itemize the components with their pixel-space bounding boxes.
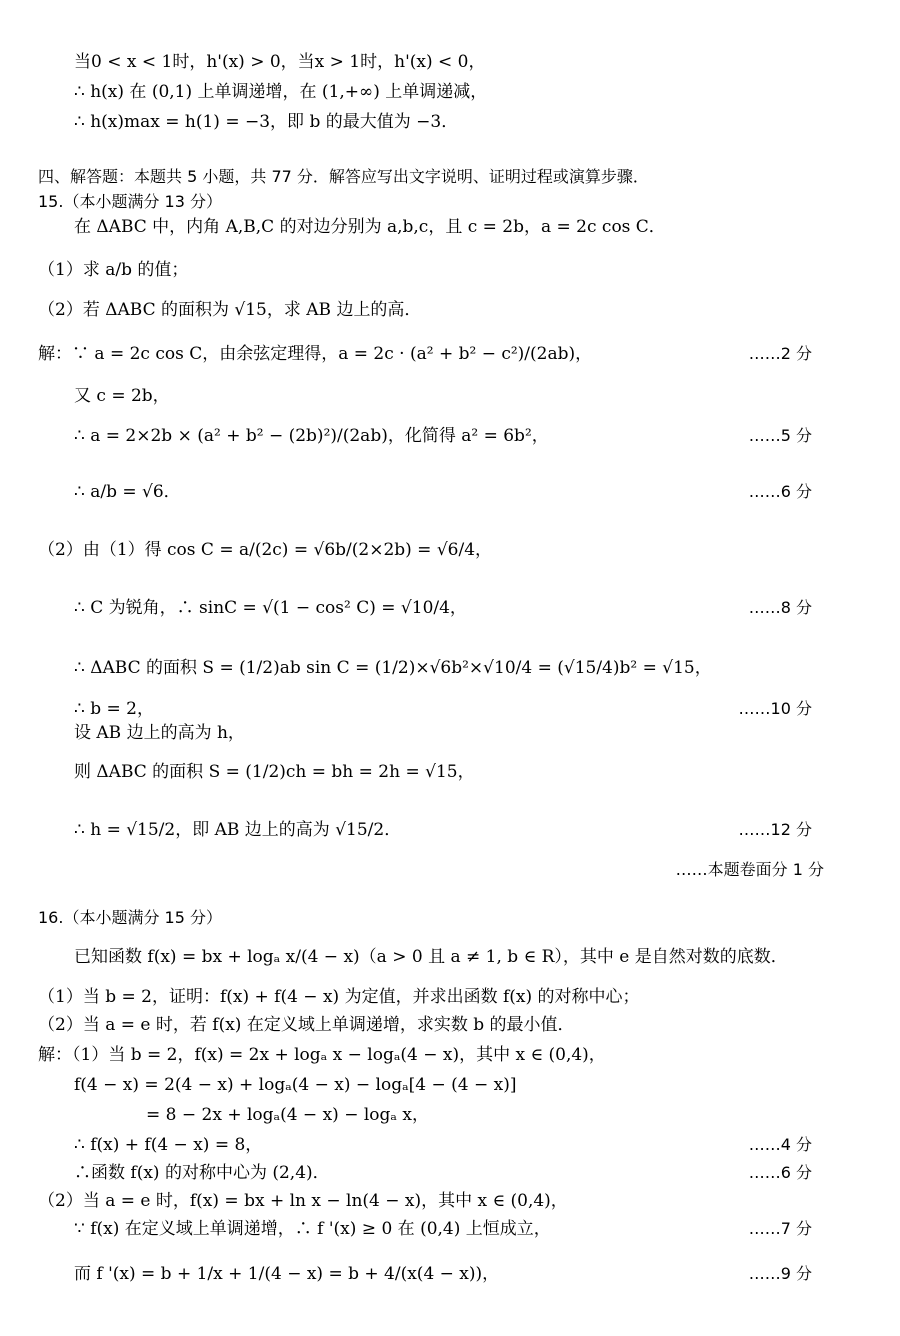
solution-line: 则 ΔABC 的面积 S = (1/2)ch = bh = 2h = √15， (74, 762, 475, 782)
solution-line: ∴函数 f(x) 的对称中心为 (2,4)． (74, 1163, 330, 1183)
problem-statement: 在 ΔABC 中，内角 A,B,C 的对边分别为 a,b,c，且 c = 2b，a = 2c cos C． (74, 217, 666, 237)
solution-line: ∴ a/b = √6． (74, 482, 181, 502)
solution-line: ∴ h = √15/2，即 AB 边上的高为 √15/2． (74, 820, 402, 840)
score-marker: ……5 分 (748, 426, 812, 445)
score-marker: ……6 分 (748, 482, 812, 501)
solution-line: （2）当 a = e 时，f(x) = bx + ln x − ln(4 − x)，其中 x ∈ (0,4)， (38, 1191, 568, 1211)
score-marker: ……本题卷面分 1 分 (675, 860, 824, 879)
score-marker: ……12 分 (738, 820, 812, 839)
solution-line: = 8 − 2x + logₐ(4 − x) − logₐ x， (146, 1105, 429, 1125)
solution-line: 设 AB 边上的高为 h， (74, 723, 245, 743)
solution-line: f(4 − x) = 2(4 − x) + logₐ(4 − x) − logₐ[4 − (4 − x)] (74, 1075, 517, 1095)
solution-line: ∴ f(x) + f(4 − x) = 8， (74, 1135, 263, 1155)
score-marker: ……9 分 (748, 1264, 812, 1283)
solution-line: ∴ ΔABC 的面积 S = (1/2)ab sin C = (1/2)×√6b²×√10/4 = (√15/4)b² = √15， (74, 658, 712, 678)
text-line: 当0 < x < 1时，h'(x) > 0，当x > 1时，h'(x) < 0， (74, 52, 486, 72)
section-heading: 四、解答题：本题共 5 小题，共 77 分．解答应写出文字说明、证明过程或演算步骤． (38, 167, 649, 186)
solution-line: 解：∵ a = 2c cos C，由余弦定理得，a = 2c · (a² + b² − c²)/(2ab)， (38, 344, 593, 364)
score-marker: ……6 分 (748, 1163, 812, 1182)
score-marker: ……2 分 (748, 344, 812, 363)
text-line: ∴ h(x) 在 (0,1) 上单调递增，在 (1,+∞) 上单调递减， (74, 82, 488, 102)
score-marker: ……4 分 (748, 1135, 812, 1154)
text-line: ∴ h(x)max = h(1) = −3，即 b 的最大值为 −3． (74, 112, 459, 132)
question-part: （2）当 a = e 时，若 f(x) 在定义域上单调递增，求实数 b 的最小值． (38, 1015, 575, 1035)
solution-line: ∴ C 为锐角，∴ sinC = √(1 − cos² C) = √10/4， (74, 598, 467, 618)
question-part: （2）若 ΔABC 的面积为 √15，求 AB 边上的高． (38, 300, 422, 320)
solution-line: （2）由（1）得 cos C = a/(2c) = √6b/(2×2b) = √6/4， (38, 540, 493, 560)
solution-line: 解：（1）当 b = 2，f(x) = 2x + logₐ x − logₐ(4 − x)，其中 x ∈ (0,4)， (38, 1045, 606, 1065)
solution-line: 又 c = 2b， (74, 386, 170, 406)
score-marker: ……8 分 (748, 598, 812, 617)
score-marker: ……7 分 (748, 1219, 812, 1238)
solution-line: 而 f '(x) = b + 1/x + 1/(4 − x) = b + 4/(x(4 − x))， (74, 1264, 500, 1284)
solution-line: ∴ a = 2×2b × (a² + b² − (2b)²)/(2ab)，化简得 a² = 6b²， (74, 426, 549, 446)
question-part: （1）当 b = 2，证明：f(x) + f(4 − x) 为定值，并求出函数 f(x) 的对称中心； (38, 987, 640, 1007)
score-marker: ……10 分 (738, 699, 812, 718)
solution-line: ∴ b = 2， (74, 699, 154, 719)
solution-line: ∵ f(x) 在定义域上单调递增，∴ f '(x) ≥ 0 在 (0,4) 上恒成立， (74, 1219, 551, 1239)
problem-statement: 已知函数 f(x) = bx + logₐ x/(4 − x)（a > 0 且 a ≠ 1, b ∈ R），其中 e 是自然对数的底数． (74, 947, 788, 967)
problem-heading: 16.（本小题满分 15 分） (38, 908, 222, 927)
question-part: （1）求 a/b 的值； (38, 260, 189, 280)
problem-heading: 15.（本小题满分 13 分） (38, 192, 222, 211)
